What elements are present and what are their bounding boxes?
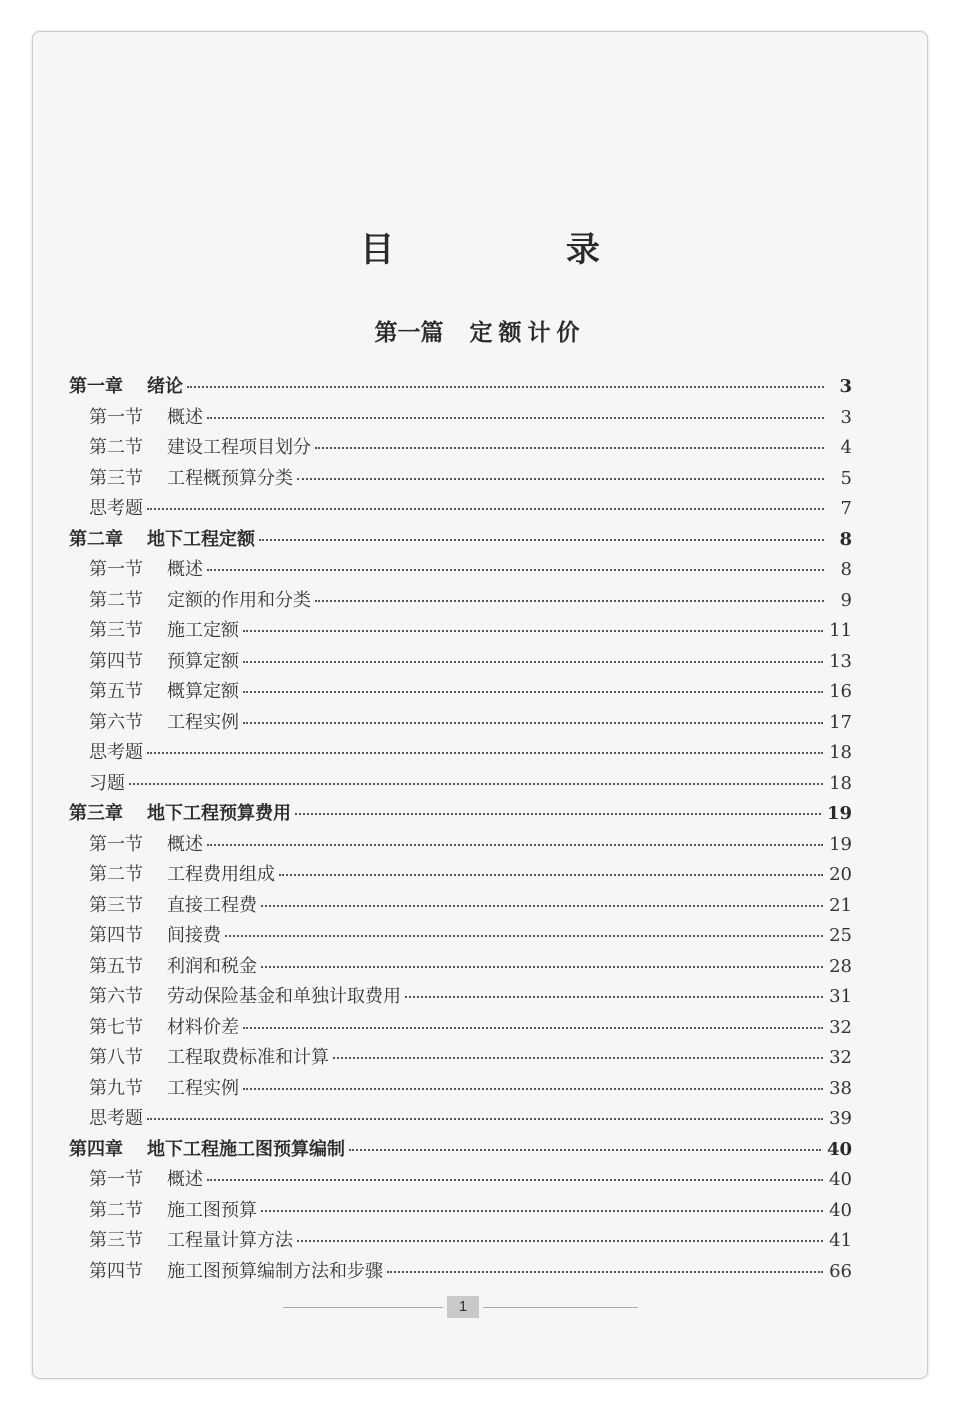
toc-entry-number: 第三节: [89, 894, 143, 916]
toc-entry-page: 9: [840, 589, 852, 611]
toc-entry-number: 第四章: [69, 1138, 123, 1160]
toc-entry-label: [69, 1135, 345, 1161]
toc-entry-label: [69, 799, 291, 825]
toc-section-entry: [69, 769, 852, 800]
toc-entry-label: [69, 1226, 293, 1252]
dot-leader: [297, 478, 824, 480]
toc-section-entry: [69, 738, 852, 769]
dot-leader: [207, 1179, 823, 1181]
toc-chapter-entry: [69, 799, 852, 830]
toc-entry-number: 第五节: [89, 955, 143, 977]
toc-entry-page: 18: [829, 742, 852, 763]
toc-entry-page: 4: [840, 437, 852, 458]
dot-leader: [295, 813, 821, 815]
toc-entry-title: 思考题: [89, 498, 143, 519]
toc-entry-label: [69, 1196, 257, 1222]
toc-entry-title: 施工图预算编制方法和步骤: [167, 1260, 383, 1282]
toc-section-entry: [69, 1196, 852, 1227]
toc-entry-number: 第三节: [89, 620, 143, 641]
toc-entry-label: [69, 555, 203, 581]
toc-entry-page: 20: [829, 864, 852, 885]
dot-leader: [243, 1027, 823, 1029]
dot-leader: [261, 1210, 823, 1212]
toc-section-entry: [69, 860, 852, 891]
part-label: 第一篇: [374, 319, 444, 346]
dot-leader: [243, 722, 823, 724]
toc-section-entry: [69, 1043, 852, 1074]
toc-entry-title: 工程取费标准和计算: [167, 1047, 329, 1068]
toc-section-entry: [69, 555, 852, 586]
toc-section-entry: [69, 494, 852, 525]
toc-entry-label: [69, 586, 311, 612]
toc-entry-number: 第八节: [89, 1047, 143, 1068]
toc-entry-page: 8: [840, 559, 852, 580]
page-footer: [33, 1295, 927, 1319]
toc-entry-page: 7: [840, 498, 852, 519]
toc-entry-page: 28: [829, 955, 852, 977]
dot-leader: [259, 539, 824, 541]
toc-entry-number: 第七节: [89, 1016, 143, 1038]
toc-entry-label: [69, 433, 311, 459]
toc-entry-title: 概述: [167, 559, 203, 580]
toc-entry-title: 工程量计算方法: [167, 1230, 293, 1251]
toc-entry-title: 材料价差: [167, 1016, 239, 1038]
toc-entry-label: [69, 525, 255, 551]
toc-entry-title: 定额的作用和分类: [167, 589, 311, 611]
toc-entry-page: 25: [829, 925, 852, 946]
toc-entry-label: [69, 769, 125, 795]
toc-entry-number: 第九节: [89, 1077, 143, 1099]
toc-entry-title: 工程实例: [167, 1077, 239, 1099]
toc-section-entry: [69, 1257, 852, 1288]
toc-chapter-entry: [69, 1135, 852, 1166]
toc-entry-number: 第二节: [89, 1199, 143, 1221]
dot-leader: [243, 691, 823, 693]
toc-entry-label: [69, 1165, 203, 1191]
dot-leader: [297, 1240, 823, 1242]
toc-entry-page: 21: [829, 894, 852, 916]
toc-entry-title: 概算定额: [167, 681, 239, 702]
toc-entry-title: 概述: [167, 406, 203, 428]
dot-leader: [333, 1057, 823, 1059]
toc-entry-number: 第二节: [89, 864, 143, 885]
dot-leader: [243, 1088, 823, 1090]
toc-section-entry: [69, 647, 852, 678]
toc-entry-label: [69, 891, 257, 917]
toc-entry-number: 第一节: [89, 559, 143, 580]
toc-entry-title: 直接工程费: [167, 894, 257, 916]
dot-leader: [261, 966, 823, 968]
dot-leader: [207, 569, 824, 571]
toc-entry-number: 第三节: [89, 1230, 143, 1251]
toc-section-entry: [69, 1074, 852, 1105]
toc-entry-title: 工程实例: [167, 711, 239, 733]
toc-section-entry: [69, 464, 852, 495]
toc-entry-title: 施工图预算: [167, 1199, 257, 1221]
toc-entry-title: 利润和税金: [167, 955, 257, 977]
toc-entry-label: [69, 982, 401, 1008]
toc-entry-number: 第五节: [89, 681, 143, 702]
toc-chapter-entry: [69, 525, 852, 556]
table-of-contents: [69, 372, 852, 1287]
toc-entry-title: 劳动保险基金和单独计取费用: [167, 986, 401, 1007]
toc-entry-page: 3: [839, 376, 852, 397]
dot-leader: [261, 905, 823, 907]
toc-entry-title: 概述: [167, 833, 203, 855]
toc-entry-label: [69, 1104, 143, 1130]
toc-entry-number: 第四节: [89, 925, 143, 946]
toc-entry-title: 绪论: [147, 376, 183, 397]
toc-entry-title: 地下工程施工图预算编制: [147, 1138, 345, 1160]
toc-section-entry: [69, 616, 852, 647]
toc-entry-page: 17: [829, 711, 852, 733]
toc-entry-label: [69, 708, 239, 734]
toc-entry-label: [69, 738, 143, 764]
dot-leader: [147, 508, 824, 510]
toc-section-entry: [69, 891, 852, 922]
page-title: 目 录: [360, 230, 680, 270]
dot-leader: [315, 600, 824, 602]
toc-section-entry: [69, 952, 852, 983]
toc-section-entry: [69, 403, 852, 434]
toc-entry-page: 11: [829, 620, 852, 641]
toc-entry-title: 地下工程定额: [147, 528, 255, 550]
toc-entry-number: 第二节: [89, 437, 143, 458]
toc-entry-label: [69, 372, 183, 398]
toc-section-entry: [69, 921, 852, 952]
toc-entry-page: 39: [829, 1108, 852, 1129]
toc-entry-number: 第四节: [89, 650, 143, 672]
toc-entry-label: [69, 494, 143, 520]
toc-entry-page: 32: [829, 1016, 852, 1038]
toc-entry-label: [69, 616, 239, 642]
toc-section-entry: [69, 830, 852, 861]
dot-leader: [187, 386, 824, 388]
toc-entry-label: [69, 464, 293, 490]
dot-leader: [147, 1118, 823, 1120]
toc-entry-title: 工程费用组成: [167, 864, 275, 885]
toc-entry-page: 5: [840, 467, 852, 489]
dot-leader: [279, 874, 823, 876]
dot-leader: [147, 752, 823, 754]
toc-entry-label: [69, 830, 203, 856]
toc-entry-page: 32: [829, 1047, 852, 1068]
page-number: 1: [447, 1296, 479, 1318]
toc-entry-label: [69, 1074, 239, 1100]
toc-entry-number: 第三节: [89, 467, 143, 489]
toc-entry-title: 间接费: [167, 925, 221, 946]
part-name: 定额计价: [469, 319, 586, 346]
toc-section-entry: [69, 708, 852, 739]
toc-entry-title: 建设工程项目划分: [167, 437, 311, 458]
toc-entry-number: 第三章: [69, 803, 123, 824]
toc-entry-label: [69, 647, 239, 673]
toc-entry-page: 13: [829, 650, 852, 672]
toc-entry-label: [69, 921, 221, 947]
toc-entry-label: [69, 1043, 329, 1069]
toc-section-entry: [69, 982, 852, 1013]
toc-entry-title: 思考题: [89, 1108, 143, 1129]
toc-entry-number: 第四节: [89, 1260, 143, 1282]
toc-entry-page: 41: [829, 1230, 852, 1251]
toc-entry-page: 31: [829, 986, 852, 1007]
toc-chapter-entry: [69, 372, 852, 403]
toc-entry-title: 工程概预算分类: [167, 467, 293, 489]
toc-section-entry: [69, 1104, 852, 1135]
toc-entry-number: 第六节: [89, 711, 143, 733]
toc-entry-page: 40: [826, 1138, 852, 1160]
toc-entry-number: 第二章: [69, 528, 123, 550]
toc-entry-title: 概述: [167, 1169, 203, 1190]
part-heading: [33, 314, 927, 347]
toc-entry-label: [69, 1257, 383, 1283]
dot-leader: [207, 844, 823, 846]
toc-section-entry: [69, 586, 852, 617]
dot-leader: [207, 417, 824, 419]
toc-entry-page: 38: [829, 1077, 852, 1099]
toc-entry-number: 第一节: [89, 406, 143, 428]
toc-entry-number: 第一章: [69, 376, 123, 397]
dot-leader: [243, 630, 823, 632]
toc-entry-page: 8: [839, 528, 852, 550]
toc-entry-title: 习题: [89, 772, 125, 794]
toc-entry-page: 66: [829, 1260, 852, 1282]
toc-entry-page: 3: [840, 406, 852, 428]
toc-entry-title: 地下工程预算费用: [147, 803, 291, 824]
toc-entry-page: 16: [829, 681, 852, 702]
footer-rule-left: [283, 1307, 443, 1308]
toc-section-entry: [69, 1165, 852, 1196]
toc-entry-title: 预算定额: [167, 650, 239, 672]
toc-entry-page: 40: [829, 1169, 852, 1190]
toc-entry-number: 第二节: [89, 589, 143, 611]
toc-entry-number: 第六节: [89, 986, 143, 1007]
dot-leader: [129, 783, 823, 785]
toc-entry-number: 第一节: [89, 833, 143, 855]
toc-entry-page: 19: [829, 833, 852, 855]
toc-entry-number: 第一节: [89, 1169, 143, 1190]
toc-section-entry: [69, 677, 852, 708]
toc-entry-label: [69, 403, 203, 429]
toc-entry-label: [69, 860, 275, 886]
dot-leader: [387, 1271, 823, 1273]
toc-entry-label: [69, 952, 257, 978]
toc-entry-page: 18: [829, 772, 852, 794]
toc-entry-title: 施工定额: [167, 620, 239, 641]
toc-section-entry: [69, 1013, 852, 1044]
toc-entry-page: 19: [826, 803, 852, 824]
toc-entry-title: 思考题: [89, 742, 143, 763]
dot-leader: [405, 996, 823, 998]
toc-section-entry: [69, 1226, 852, 1257]
toc-entry-page: 40: [829, 1199, 852, 1221]
dot-leader: [225, 935, 823, 937]
toc-entry-label: [69, 1013, 239, 1039]
footer-rule-right: [483, 1307, 638, 1308]
dot-leader: [315, 447, 824, 449]
toc-section-entry: [69, 433, 852, 464]
document-page: [32, 31, 928, 1379]
dot-leader: [243, 661, 823, 663]
toc-entry-label: [69, 677, 239, 703]
dot-leader: [349, 1149, 821, 1151]
